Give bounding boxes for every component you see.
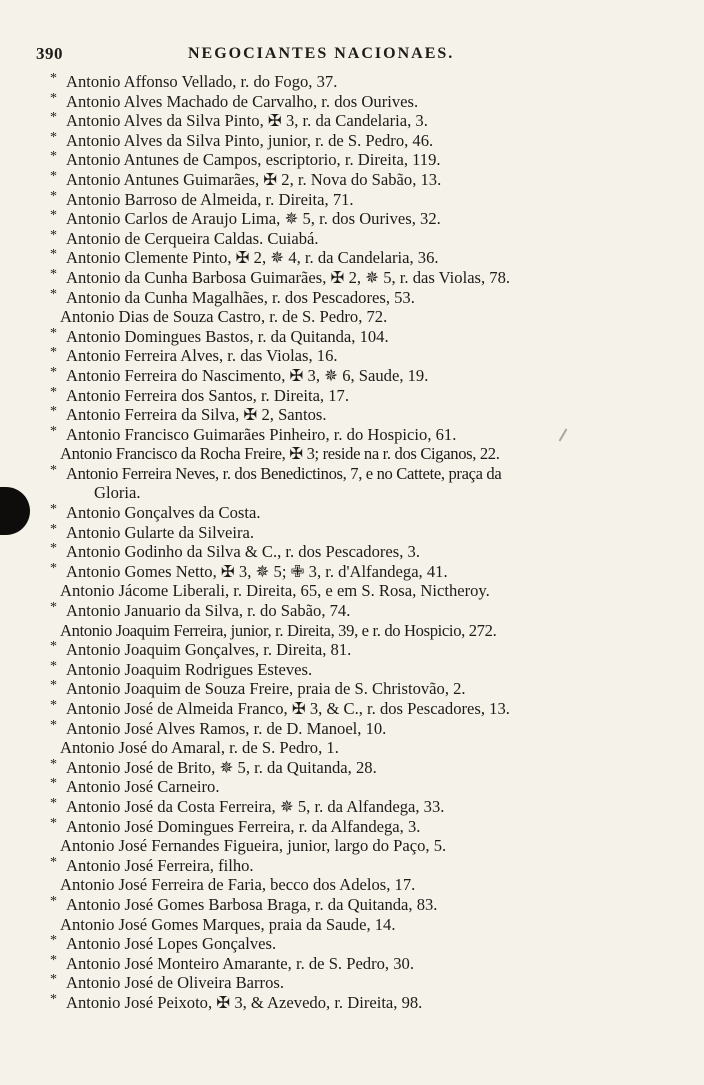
merchant-entry <box>0 405 704 425</box>
merchant-entry <box>0 444 704 464</box>
merchant-entry-text: Antonio Francisco da Rocha Freire, ✠ 3; reside na r. dos Ciganos, 22. <box>60 444 500 464</box>
merchant-entry <box>0 503 704 523</box>
page-number: 390 <box>36 44 63 63</box>
merchant-entry-text: Antonio José de Brito, ✵ 5, r. da Quitanda, 28. <box>66 757 377 777</box>
merchant-entry-text: Antonio Joaquim de Souza Freire, praia de S. Christovão, 2. <box>66 679 466 699</box>
merchant-entry <box>0 386 704 406</box>
asterisk-marker: * <box>50 893 57 909</box>
merchant-entry <box>0 738 704 758</box>
merchant-entry <box>0 562 704 582</box>
merchant-entry <box>0 817 704 837</box>
asterisk-marker: * <box>50 345 57 361</box>
merchant-entry <box>0 581 704 601</box>
merchant-entry-text: Antonio Ferreira Neves, r. dos Benedictinos, 7, e no Cattete, praça da <box>66 463 502 483</box>
merchant-entry <box>0 366 704 386</box>
merchant-entry-text: Antonio Joaquim Rodrigues Esteves. <box>66 659 313 679</box>
asterisk-marker: * <box>50 384 57 400</box>
merchant-entry-continuation: Gloria. <box>94 483 141 503</box>
asterisk-marker: * <box>50 423 57 439</box>
merchant-entry-text: Antonio José Ferreira, filho. <box>66 855 254 875</box>
merchant-entry <box>0 973 704 993</box>
merchant-entry-text: Antonio Januario da Silva, r. do Sabão, 74. <box>66 601 351 621</box>
merchant-entry <box>0 954 704 974</box>
merchant-entry <box>0 915 704 935</box>
merchant-entry-text: Antonio Joaquim Gonçalves, r. Direita, 81. <box>66 640 352 660</box>
asterisk-marker: * <box>50 698 57 713</box>
asterisk-marker: * <box>50 933 57 949</box>
merchant-entry <box>0 229 704 249</box>
merchant-entry <box>0 307 704 327</box>
merchant-entry <box>0 190 704 210</box>
asterisk-marker: * <box>50 756 57 772</box>
asterisk-marker: * <box>50 776 57 792</box>
asterisk-marker: * <box>50 364 57 380</box>
merchant-entry-text: Antonio Alves Machado de Carvalho, r. dos Ourives. <box>66 91 419 111</box>
merchant-entry-text: Antonio Ferreira dos Santos, r. Direita, 17. <box>66 385 349 405</box>
merchant-entry <box>0 425 704 445</box>
merchant-entry-text: Antonio José do Amaral, r. de S. Pedro, 1. <box>60 738 339 758</box>
merchant-entry <box>0 777 704 797</box>
asterisk-marker: * <box>50 972 57 988</box>
merchant-entry <box>0 699 704 719</box>
merchant-entry <box>0 601 704 621</box>
merchant-entry-text: Antonio Joaquim Ferreira, junior, r. Direita, 39, e r. do Hospicio, 272. <box>60 620 497 640</box>
asterisk-marker: * <box>50 286 57 302</box>
merchant-entry-text: Antonio de Cerqueira Caldas. Cuiabá. <box>66 228 319 248</box>
merchant-entry-text: Antonio Ferreira Alves, r. das Violas, 16. <box>66 346 338 366</box>
merchant-entry-text: Antonio Barroso de Almeida, r. Direita, 71. <box>66 189 354 209</box>
merchant-entry-text: Antonio Clemente Pinto, ✠ 2, ✵ 4, r. da Candelaria, 36. <box>66 248 439 268</box>
merchant-entry-text: Antonio José Peixoto, ✠ 3, & Azevedo, r. Direita, 98. <box>66 992 423 1012</box>
asterisk-marker: * <box>50 129 57 145</box>
asterisk-marker: * <box>50 600 57 616</box>
asterisk-marker: * <box>50 90 57 106</box>
merchant-entry <box>0 640 704 660</box>
asterisk-marker: * <box>50 639 57 655</box>
merchant-entry <box>0 523 704 543</box>
merchant-entry-text: Antonio Antunes de Campos, escriptorio, r. Direita, 119. <box>66 150 441 170</box>
merchant-entry-text: Antonio José Monteiro Amarante, r. de S. Pedro, 30. <box>66 953 414 973</box>
merchant-entry <box>0 875 704 895</box>
merchant-entry-text: Antonio José Carneiro. <box>66 777 220 797</box>
asterisk-marker: * <box>50 247 57 263</box>
merchant-entry <box>0 92 704 112</box>
asterisk-marker: * <box>50 168 57 184</box>
merchant-entry-text: Antonio Gonçalves da Costa. <box>66 503 261 523</box>
merchant-entry-text: Antonio José Gomes Marques, praia da Saude, 14. <box>60 914 396 934</box>
merchant-entry <box>0 895 704 915</box>
merchant-entry <box>0 797 704 817</box>
merchant-entry <box>0 758 704 778</box>
asterisk-marker: * <box>50 227 57 243</box>
merchant-entry <box>0 464 704 503</box>
merchant-entry <box>0 660 704 680</box>
merchant-entry-text: Antonio José de Oliveira Barros. <box>66 973 284 993</box>
asterisk-marker: * <box>50 110 57 126</box>
merchant-entry <box>0 288 704 308</box>
asterisk-marker: * <box>50 521 57 537</box>
asterisk-marker: * <box>50 717 57 733</box>
merchant-entry-text: Antonio Alves da Silva Pinto, junior, r. de S. Pedro, 46. <box>66 130 434 150</box>
merchant-entry <box>0 621 704 641</box>
merchant-entry-text: Antonio Francisco Guimarães Pinheiro, r. do Hospicio, 61. <box>66 424 457 444</box>
merchant-entry-text: Antonio Gularte da Silveira. <box>66 522 255 542</box>
merchant-entry <box>0 993 704 1013</box>
merchant-entry <box>0 170 704 190</box>
asterisk-marker: * <box>50 854 57 870</box>
asterisk-marker: * <box>50 658 57 674</box>
merchant-entry-text: Antonio José Gomes Barbosa Braga, r. da Quitanda, 83. <box>66 894 438 914</box>
merchant-entry-text: Antonio Antunes Guimarães, ✠ 2, r. Nova do Sabão, 13. <box>66 169 442 189</box>
asterisk-marker: * <box>50 560 57 576</box>
merchant-entry-text: Antonio José Alves Ramos, r. de D. Manoel, 10. <box>66 718 387 738</box>
merchant-entry <box>0 111 704 131</box>
merchant-entry <box>0 209 704 229</box>
merchant-entry-text: Antonio José de Almeida Franco, ✠ 3, & C., r. dos Pescadores, 13. <box>66 699 510 718</box>
asterisk-marker: * <box>50 266 57 282</box>
merchant-entry <box>0 836 704 856</box>
merchant-entry-text: Antonio Ferreira do Nascimento, ✠ 3, ✵ 6, Saude, 19. <box>66 365 429 385</box>
merchant-entry <box>0 150 704 170</box>
merchant-entry-text: Antonio Domingues Bastos, r. da Quitanda, 104. <box>66 326 389 346</box>
asterisk-marker: * <box>50 952 57 968</box>
merchant-entry-text: Antonio Jácome Liberali, r. Direita, 65, e em S. Rosa, Nictheroy. <box>60 581 490 601</box>
merchant-entry <box>0 719 704 739</box>
merchant-entry-text: Antonio Affonso Vellado, r. do Fogo, 37. <box>66 72 338 91</box>
merchant-entry-text: Antonio José Domingues Ferreira, r. da Alfandega, 3. <box>66 816 421 836</box>
merchant-entry <box>0 72 704 92</box>
merchant-entry <box>0 542 704 562</box>
merchant-entry <box>0 248 704 268</box>
asterisk-marker: * <box>50 404 57 420</box>
merchant-entry <box>0 131 704 151</box>
asterisk-marker: * <box>50 795 57 811</box>
running-title: NEGOCIANTES NACIONAES. <box>188 45 455 62</box>
asterisk-marker: * <box>50 541 57 557</box>
asterisk-marker: * <box>50 991 57 1007</box>
merchant-entry-text: Antonio Alves da Silva Pinto, ✠ 3, r. da Candelaria, 3. <box>66 111 428 131</box>
merchant-list <box>0 72 704 1013</box>
merchant-entry <box>0 679 704 699</box>
page-header <box>36 44 646 70</box>
merchant-entry <box>0 856 704 876</box>
merchant-entry-text: Antonio Dias de Souza Castro, r. de S. Pedro, 72. <box>60 307 388 327</box>
asterisk-marker: * <box>50 208 57 224</box>
asterisk-marker: * <box>50 678 57 694</box>
asterisk-marker: * <box>50 71 57 86</box>
merchant-entry-text: Antonio da Cunha Magalhães, r. dos Pescadores, 53. <box>66 287 415 307</box>
merchant-entry-text: Antonio José Ferreira de Faria, becco dos Adelos, 17. <box>60 875 416 895</box>
asterisk-marker: * <box>50 815 57 831</box>
merchant-entry-text: Antonio Carlos de Araujo Lima, ✵ 5, r. dos Ourives, 32. <box>66 209 441 229</box>
merchant-entry-text: Antonio Gomes Netto, ✠ 3, ✵ 5; ✙ 3, r. d'Alfandega, 41. <box>66 561 448 581</box>
merchant-entry-text: Antonio da Cunha Barbosa Guimarães, ✠ 2, ✵ 5, r. das Violas, 78. <box>66 267 511 287</box>
merchant-entry <box>0 268 704 288</box>
asterisk-marker: * <box>50 462 57 478</box>
merchant-entry-text: Antonio Godinho da Silva & C., r. dos Pescadores, 3. <box>66 542 420 562</box>
asterisk-marker: * <box>50 502 57 518</box>
merchant-entry <box>0 934 704 954</box>
merchant-entry-text: Antonio José Lopes Gonçalves. <box>66 934 277 954</box>
merchant-entry-text: Antonio José da Costa Ferreira, ✵ 5, r. da Alfandega, 33. <box>66 796 445 816</box>
asterisk-marker: * <box>50 188 57 204</box>
merchant-entry-text: Antonio Ferreira da Silva, ✠ 2, Santos. <box>66 405 327 425</box>
asterisk-marker: * <box>50 149 57 165</box>
merchant-entry-text: Antonio José Fernandes Figueira, junior, largo do Paço, 5. <box>60 836 447 856</box>
merchant-entry <box>0 327 704 347</box>
merchant-entry <box>0 346 704 366</box>
asterisk-marker: * <box>50 325 57 341</box>
